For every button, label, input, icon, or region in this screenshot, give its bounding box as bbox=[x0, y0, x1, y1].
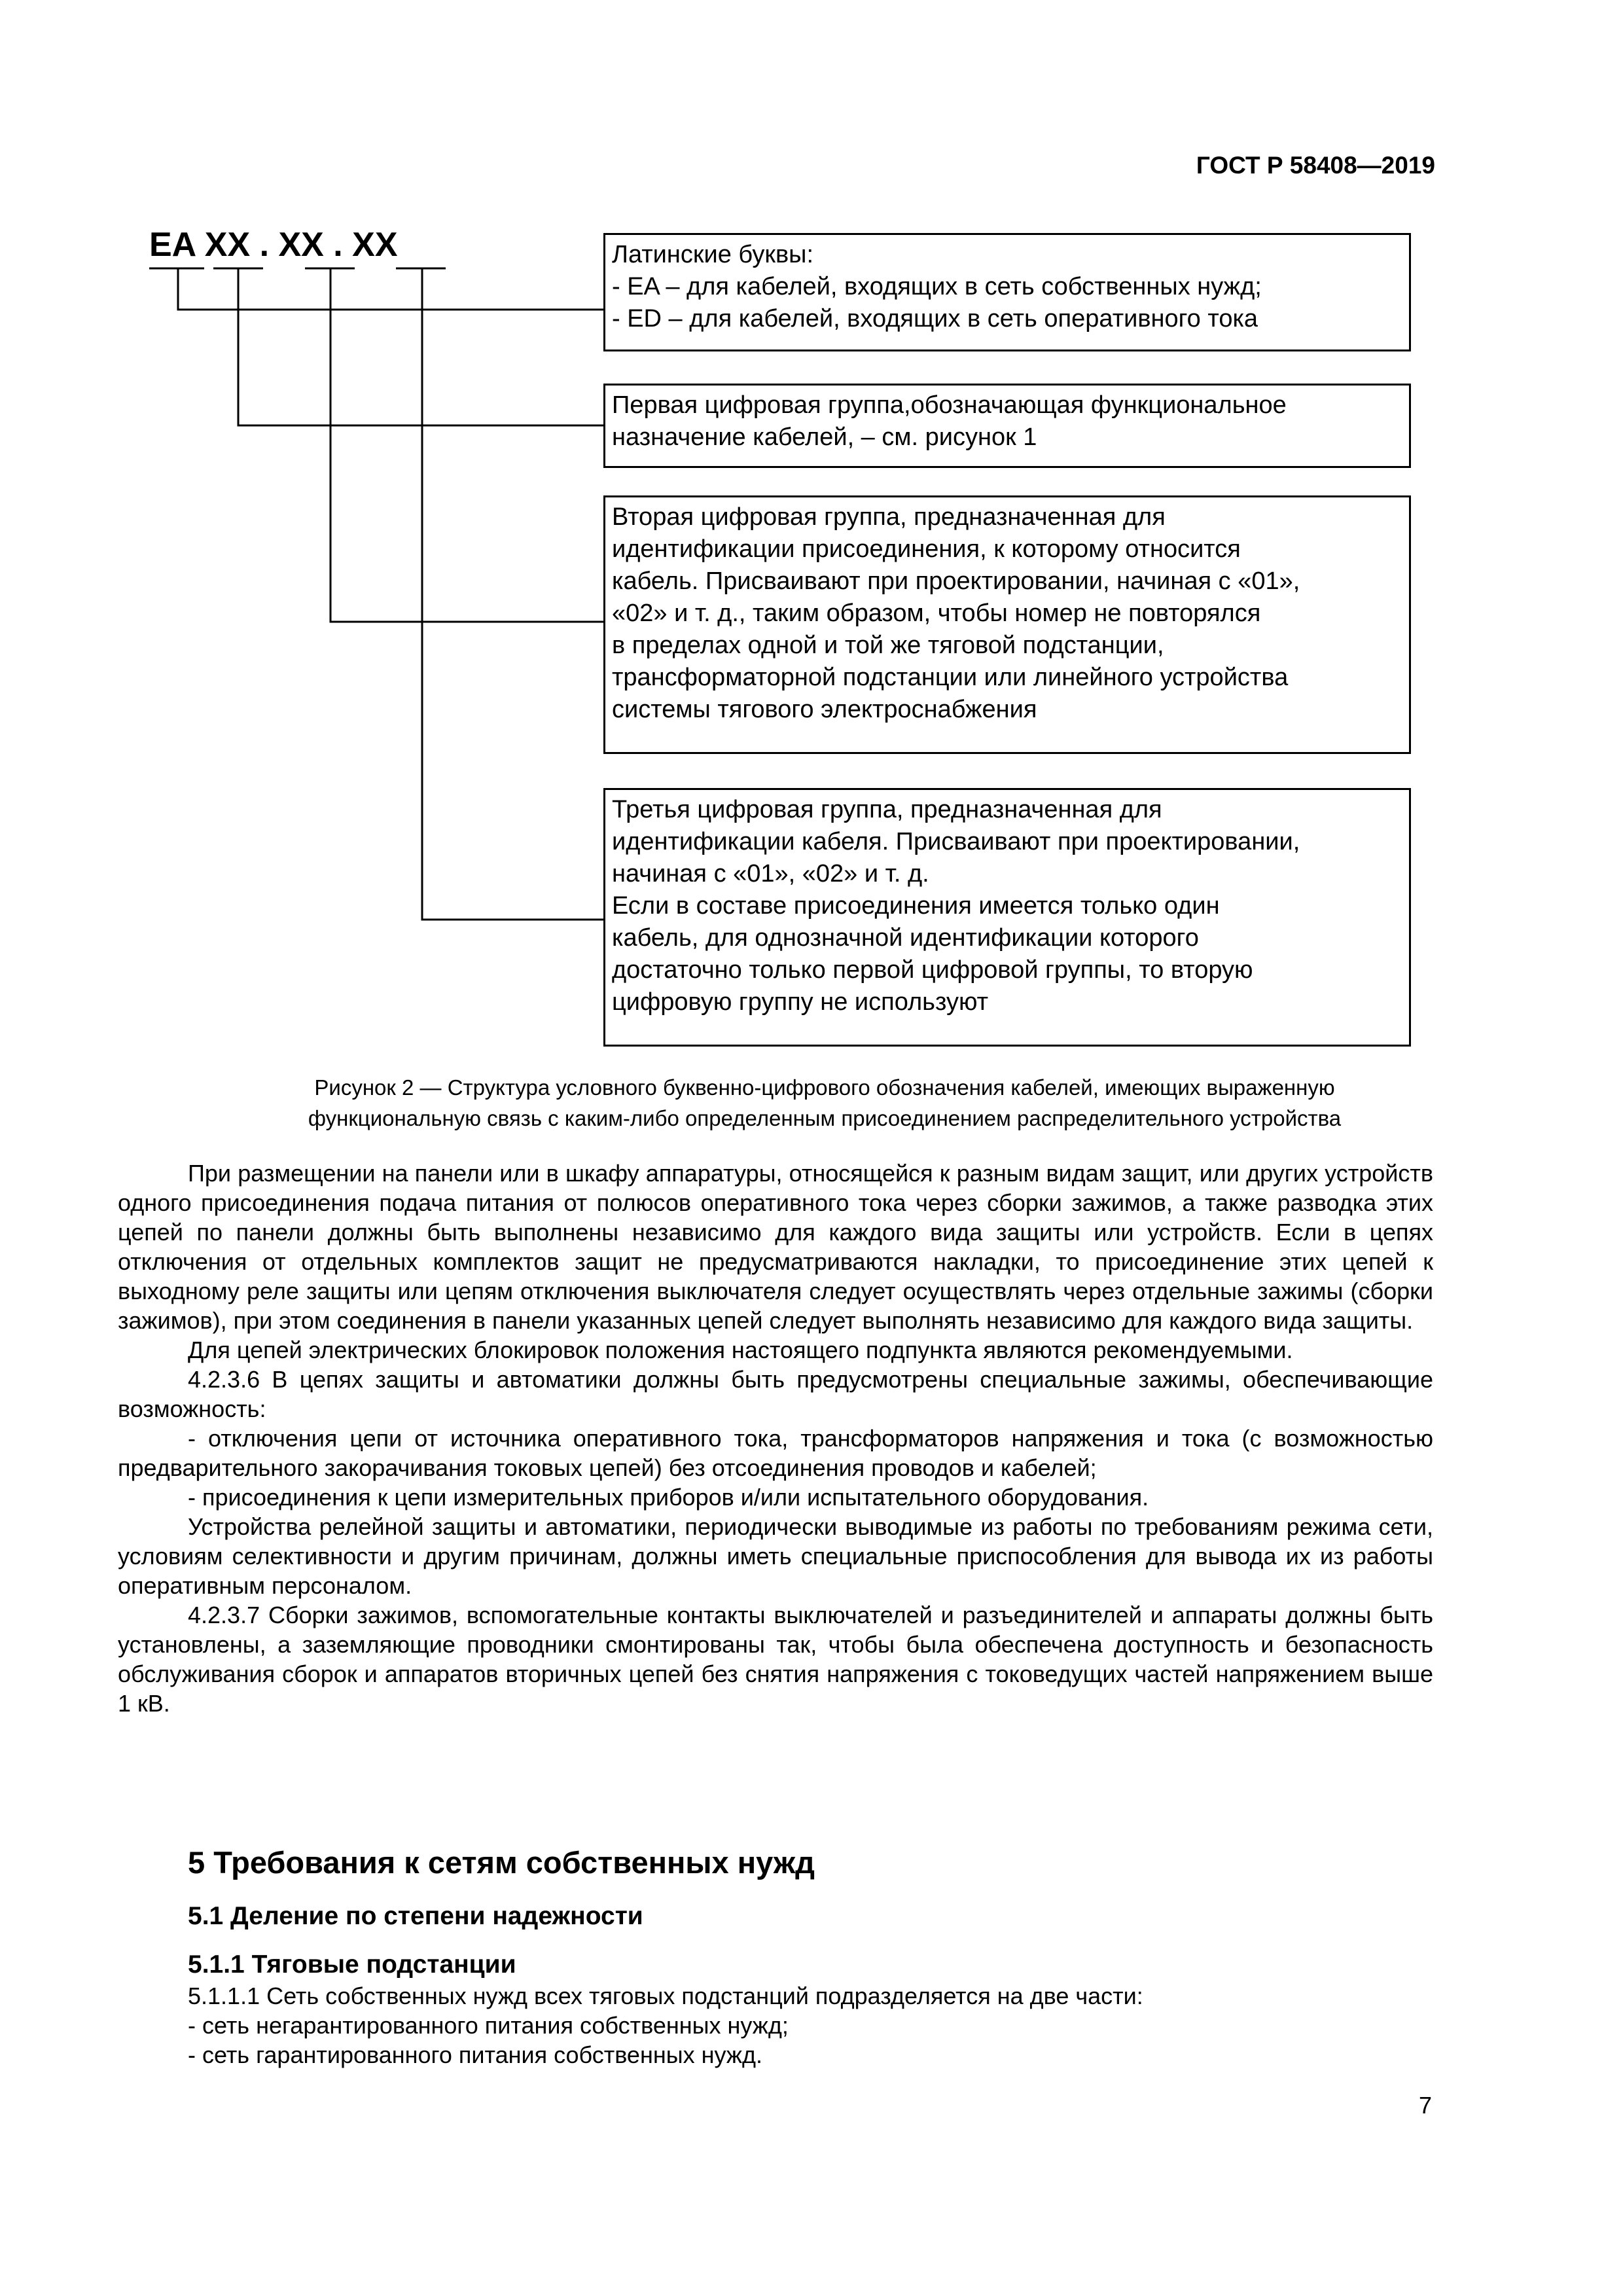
box-first-group: Первая цифровая группа,обозначающая функциональное назначение кабелей, – см. рисунок 1 bbox=[603, 384, 1411, 468]
connector-ea bbox=[178, 268, 605, 310]
paragraph: - присоединения к цепи измерительных приборов и/или испытательного оборудования. bbox=[188, 1484, 1149, 1511]
paragraph: 4.2.3.6 В цепях защиты и автоматики должны быть предусмотрены специальные зажимы, обеспечивающие возможность: bbox=[118, 1366, 1433, 1422]
paragraph: При размещении на панели или в шкафу аппаратуры, относящейся к разным видам защит, или других устройств одного присоединения подача питания от полюсов оперативного тока через сборки зажимов, а также разводка этих цепей по панели должны быть выполнены независимо для каждого вида защиты или устройств. Если в цепях отключения от отдельных комплектов защит не предусматриваются накладки, то присоединение этих цепей к выходному реле защиты или цепям отключения выключателя следует осуществлять через отдельные зажимы (сборки зажимов), при этом соединения в панели указанных цепей следует выполнять независимо для каждого вида защиты. bbox=[118, 1160, 1433, 1334]
text-line: 5.1.1.1 Сеть собственных нужд всех тяговых подстанций подразделяется на две части: bbox=[188, 1982, 1143, 2009]
box-latin-letters: Латинские буквы: - EA – для кабелей, входящих в сеть собственных нужд; - ED – для кабелей, входящих в сеть оперативного тока bbox=[603, 233, 1411, 351]
connector-xx2 bbox=[330, 268, 605, 622]
cable-code: EA XX . XX . XX bbox=[149, 226, 398, 264]
text-line: - сеть гарантированного питания собственных нужд. bbox=[188, 2041, 762, 2068]
page-number: 7 bbox=[1418, 2092, 1432, 2119]
figure-caption: Рисунок 2 — Структура условного буквенно-цифрового обозначения кабелей, имеющих выраженную функциональную связь с каким-либо определенным присоединением распределительного устройства bbox=[308, 1075, 1342, 1130]
paragraph: Для цепей электрических блокировок положения настоящего подпункта являются рекомендуемыми. bbox=[188, 1336, 1293, 1363]
section-text bbox=[188, 1981, 1143, 2070]
document-id: ГОСТ Р 58408—2019 bbox=[1196, 152, 1435, 179]
subsubsection-heading: 5.1.1 Тяговые подстанции bbox=[188, 1950, 516, 1979]
paragraph: 4.2.3.7 Сборки зажимов, вспомогательные контакты выключателей и разъединителей и аппараты должны быть установлены, а заземляющие проводники смонтированы так, чтобы была обеспечена доступность и безопасность обслуживания сборок и аппаратов вторичных цепей без снятия напряжения с токоведущих частей напряжением выше 1 кВ. bbox=[118, 1602, 1433, 1717]
body-text bbox=[118, 1158, 1433, 1718]
subsection-heading: 5.1 Деление по степени надежности bbox=[188, 1902, 643, 1930]
section-heading: 5 Требования к сетям собственных нужд bbox=[188, 1845, 815, 1880]
box-second-group: Вторая цифровая группа, предназначенная для идентификации присоединения, к которому относится кабель. Присваивают при проектировании, начиная с «01», «02» и т. д., таким образом, чтобы номер не повторялся в пределах одной и той же тяговой подстанции, трансформаторной подстанции или линейного устройства системы тягового электроснабжения bbox=[603, 495, 1411, 754]
paragraph: Устройства релейной защиты и автоматики, периодически выводимые из работы по требованиям режима сети, условиям селективности и другим причинам, должны иметь специальные приспособления для вывода их из работы оперативным персоналом. bbox=[118, 1513, 1433, 1599]
paragraph: - отключения цепи от источника оперативного тока, трансформаторов напряжения и тока (с возможностью предварительного закорачивания токовых цепей) без отсоединения проводов и кабелей; bbox=[118, 1425, 1433, 1481]
box-third-group: Третья цифровая группа, предназначенная для идентификации кабеля. Присваивают при проектировании, начиная с «01», «02» и т. д. Если в составе присоединения имеется только один кабель, для однозначной идентификации которого достаточно только первой цифровой группы, то вторую цифровую группу не используют bbox=[603, 788, 1411, 1047]
text-line: - сеть негарантированного питания собственных нужд; bbox=[188, 2012, 789, 2039]
connector-xx3 bbox=[422, 268, 605, 920]
